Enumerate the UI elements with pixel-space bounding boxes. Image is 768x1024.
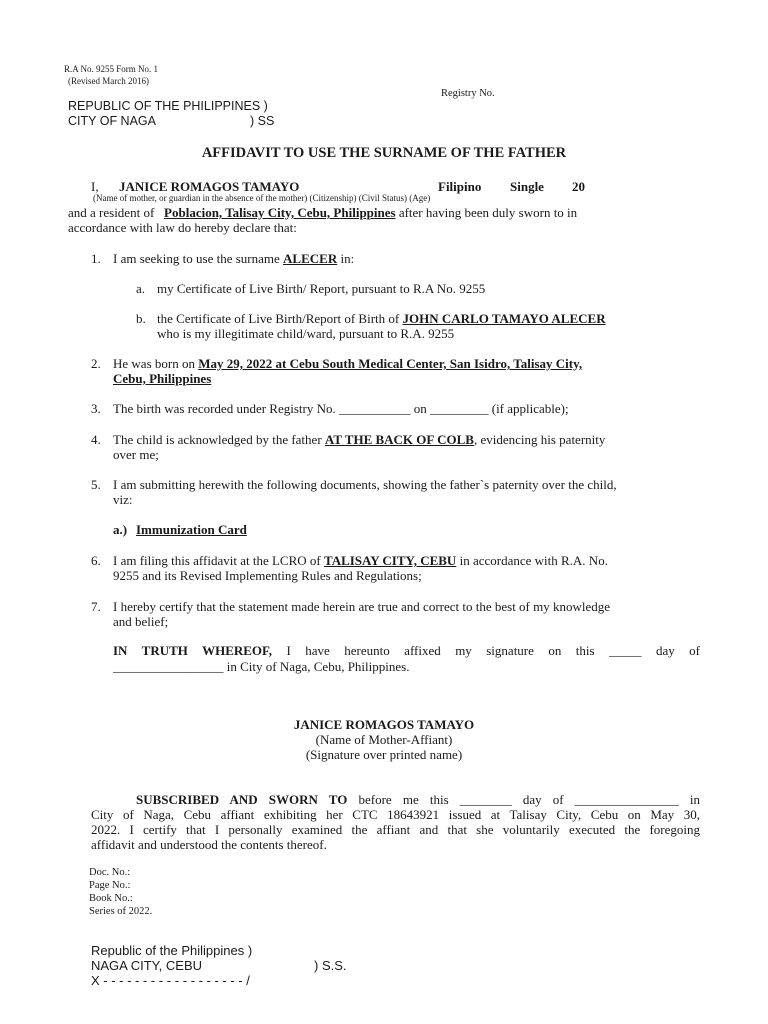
- item-4-line2: over me;: [113, 447, 159, 462]
- truth-whereof-heading: IN TRUTH WHEREOF,: [113, 643, 273, 658]
- truth-whereof-text: I have hereunto affixed my signature on this _____ day of: [286, 643, 700, 658]
- book-number: Book No.:: [89, 893, 133, 904]
- item-7-line2: and belief;: [113, 614, 169, 629]
- footer-city: NAGA CITY, CEBU: [91, 958, 203, 973]
- jurat-line3: 2022. I certify that I personally examined the affiant and that she voluntarily executed the foregoing: [91, 822, 700, 837]
- item-6: [113, 553, 608, 568]
- affiant-role: (Name of Mother-Affiant): [315, 732, 453, 747]
- jurat-text: before me this ________ day of ________________ in: [358, 792, 700, 807]
- truth-whereof-line2: _________________ in City of Naga, Cebu, Philippines.: [113, 659, 410, 674]
- child-name: JOHN CARLO TAMAYO ALECER: [402, 311, 606, 326]
- declare-line: accordance with law do hereby declare that:: [68, 220, 297, 235]
- item-1-text: I am seeking to use the surname: [113, 251, 280, 266]
- resident-prefix: and a resident of: [68, 205, 155, 220]
- item-4-suffix: , evidencing his paternity: [473, 432, 606, 447]
- item-6-text: I am filing this affidavit at the LCRO of: [113, 553, 321, 568]
- affiant-caption: (Name of mother, or guardian in the absence of the mother) (Citizenship) (Civil Status) (Age): [93, 193, 431, 203]
- revised-date: (Revised March 2016): [68, 76, 149, 86]
- affiant-age: 20: [572, 179, 585, 194]
- item-1b-text: the Certificate of Live Birth/Report of Birth of: [157, 311, 400, 326]
- page-number: Page No.:: [89, 880, 131, 891]
- item-7-text: I hereby certify that the statement made herein are true and correct to the best of my knowledge: [113, 599, 611, 614]
- affiant-citizenship: Filipino: [438, 179, 482, 194]
- item-1b-line2: who is my illegitimate child/ward, pursuant to R.A. 9255: [157, 326, 455, 341]
- item-5-line2: viz:: [113, 492, 133, 507]
- item-2-number: 2.: [91, 356, 101, 371]
- item-2-text: He was born on: [113, 356, 195, 371]
- registry-number-label: Registry No.: [441, 88, 495, 99]
- document-list-label: a.): [113, 522, 128, 537]
- acknowledgment-location: AT THE BACK OF COLB: [324, 432, 474, 447]
- item-1-suffix: in:: [340, 251, 355, 266]
- item-1b: [157, 311, 606, 326]
- truth-whereof-line1: [113, 643, 700, 658]
- city-ss: ) SS: [250, 114, 275, 128]
- item-1a-letter: a.: [136, 281, 146, 296]
- jurat-line2: City of Naga, Cebu affiant exhibiting her CTC 18643921 issued at Talisay City, Cebu on May 30,: [91, 807, 700, 822]
- republic-heading: REPUBLIC OF THE PHILIPPINES ): [68, 99, 268, 113]
- supporting-document: Immunization Card: [136, 522, 247, 537]
- affiant-prefix: I,: [91, 179, 99, 194]
- item-1-number: 1.: [91, 251, 101, 266]
- item-1b-letter: b.: [136, 311, 146, 326]
- item-6-line2: 9255 and its Revised Implementing Rules and Regulations;: [113, 568, 422, 583]
- affiant-address: Poblacion, Talisay City, Cebu, Philippines: [164, 205, 396, 220]
- item-3-text: The birth was recorded under Registry No. ___________ on _________ (if applicable);: [113, 401, 569, 416]
- resident-suffix: after having been duly sworn to in: [398, 205, 578, 220]
- footer-republic: Republic of the Philippines ): [91, 943, 253, 958]
- birth-place-line2: Cebu, Philippines: [113, 371, 212, 386]
- item-4-text: The child is acknowledged by the father: [113, 432, 322, 447]
- item-7-number: 7.: [91, 599, 101, 614]
- document-title: AFFIDAVIT TO USE THE SURNAME OF THE FATHER: [201, 145, 567, 161]
- birth-date-place: May 29, 2022 at Cebu South Medical Center, San Isidro, Talisay City,: [198, 356, 583, 371]
- item-4-number: 4.: [91, 432, 101, 447]
- requested-surname: ALECER: [283, 251, 338, 266]
- form-number: R.A No. 9255 Form No. 1: [64, 64, 159, 74]
- affiant-signature-name: JANICE ROMAGOS TAMAYO: [293, 717, 475, 732]
- footer-x-line: X - - - - - - - - - - - - - - - - - - /: [91, 973, 250, 988]
- footer-ss: ) S.S.: [314, 958, 347, 973]
- affiant-name: JANICE ROMAGOS TAMAYO: [119, 179, 300, 194]
- series-year: Series of 2022.: [89, 906, 153, 917]
- item-3-number: 3.: [91, 401, 101, 416]
- signature-note: (Signature over printed name): [305, 747, 463, 762]
- item-4: [113, 432, 605, 447]
- city-heading: CITY OF NAGA: [68, 114, 156, 128]
- jurat-line4: affidavit and understood the contents thereof.: [91, 837, 327, 852]
- item-5-text: I am submitting herewith the following documents, showing the father`s paternity over the child,: [113, 477, 617, 492]
- jurat-heading: SUBSCRIBED AND SWORN TO: [136, 792, 348, 807]
- affiant-civil-status: Single: [510, 179, 544, 194]
- item-6-number: 6.: [91, 553, 101, 568]
- item-2: [113, 356, 700, 371]
- item-6-suffix: in accordance with R.A. No.: [459, 553, 608, 568]
- doc-number: Doc. No.:: [89, 867, 131, 878]
- item-1: [113, 251, 354, 266]
- item-1a-text: my Certificate of Live Birth/ Report, pursuant to R.A No. 9255: [157, 281, 486, 296]
- item-5-number: 5.: [91, 477, 101, 492]
- jurat-line1: [136, 792, 700, 807]
- resident-line: [68, 205, 577, 220]
- lcro-location: TALISAY CITY, CEBU: [323, 553, 457, 568]
